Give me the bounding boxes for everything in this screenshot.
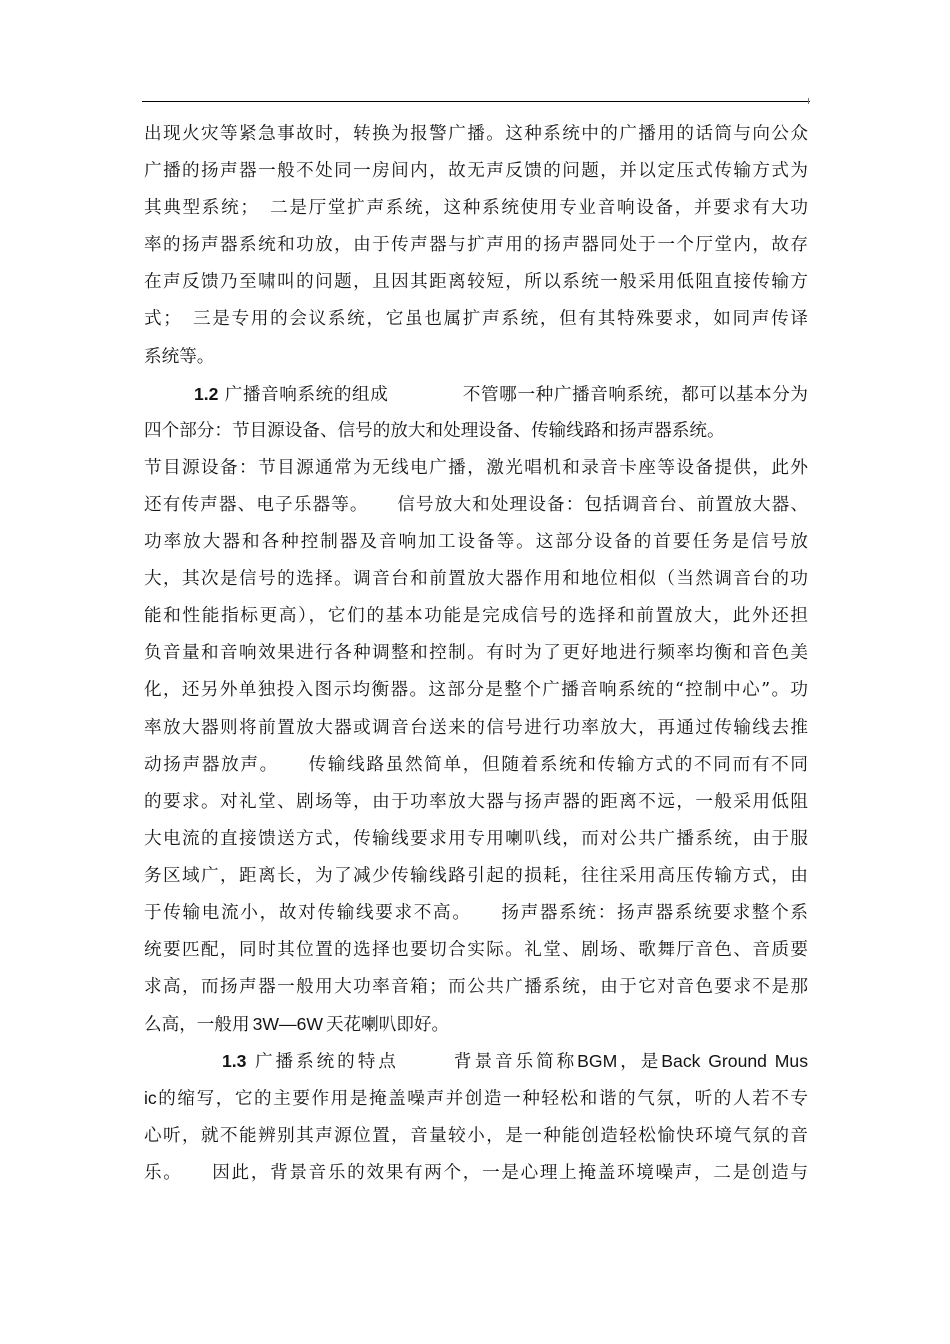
text-line: 还有传声器、电子乐器等。 信号放大和处理设备：包括调音台、前置放大器、: [144, 494, 808, 515]
body-text: [144, 116, 808, 1192]
section-number: 1.3: [222, 1051, 247, 1072]
section-text: ，是: [617, 1052, 662, 1073]
wattage-range: 3W—6W: [252, 1014, 323, 1035]
english-phrase: Back Ground Mus: [661, 1051, 808, 1072]
text-line: 广播的扬声器一般不处同一房间内，故无声反馈的问题，并以定压式传输方式为: [144, 161, 808, 182]
text-line: 的要求。对礼堂、剧场等，由于功率放大器与扬声器的距离不远，一般采用低阻: [144, 791, 808, 812]
header-rule-end-mark: [808, 98, 809, 104]
acronym-bgm: BGM: [577, 1051, 618, 1072]
text-line: 负音量和音响效果进行各种调整和控制。有时为了更好地进行频率均衡和音色美: [144, 643, 808, 664]
text-line: 化，还另外单独投入图示均衡器。这部分是整个广播音响系统的“控制中心”。功: [144, 680, 808, 701]
text-line: 出现火灾等紧急事故时，转换为报警广播。这种系统中的广播用的话筒与向公众: [144, 124, 808, 144]
text-line: 求高，而扬声器一般用大功率音箱；而公共广播系统，由于它对音色要求不是那: [144, 977, 808, 998]
text-line: 四个部分：节目源设备、信号的放大和处理设备、传输线路和扬声器系统。: [144, 420, 725, 441]
text-line: 动扬声器放声。 传输线路虽然简单，但随着系统和传输方式的不同而有不同: [144, 754, 808, 775]
text-line: 务区域广，距离长，为了减少传输线路引起的损耗，往往采用高压传输方式，由: [144, 865, 808, 886]
text-line: 能和性能指标更高），它们的基本功能是完成信号的选择和前置放大，此外还担: [144, 606, 808, 627]
english-phrase-end: ic: [144, 1088, 157, 1109]
text-line: 统要匹配，同时其位置的选择也要切合实际。礼堂、剧场、歌舞厅音色、音质要: [144, 940, 808, 961]
text-line: 乐。 因此，背景音乐的效果有两个，一是心理上掩盖环境噪声，二是创造与: [144, 1162, 808, 1183]
text-segment: 么高，一般用: [144, 1015, 250, 1036]
text-line: 率的扬声器系统和功放，由于传声器与扩声用的扬声器同处于一个厅堂内，故存: [144, 235, 808, 256]
text-line: 节目源设备：节目源通常为无线电广播，激光唱机和录音卡座等设备提供，此外: [144, 457, 808, 478]
text-line: 其典型系统； 二是厅堂扩声系统，这种系统使用专业音响设备，并要求有大功: [144, 198, 808, 219]
text-line: 心听，就不能辨别其声源位置，音量较小，是一种能创造轻松愉快环境气氛的音: [144, 1125, 808, 1146]
text-segment: 天花喇叭即好。: [325, 1015, 450, 1036]
text-line: 系统等。: [144, 346, 215, 367]
text-line: 大电流的直接馈送方式，传输线要求用专用喇叭线，而对公共广播系统，由于服: [144, 828, 808, 849]
section-number: 1.2: [194, 383, 219, 404]
section-text: 背景音乐简称: [453, 1052, 578, 1073]
section-heading-line: [144, 1043, 808, 1080]
text-line: [144, 1006, 808, 1043]
text-line: 率放大器则将前置放大器或调音台送来的信号进行功率放大，再通过传输线去推: [144, 717, 808, 738]
text-segment: 的缩写，它的主要作用是掩盖噪声并创造一种轻松和谐的气氛，听的人若不专: [156, 1089, 808, 1110]
text-line: [144, 1080, 808, 1117]
section-text: 不管哪一种广播音响系统，都可以基本分为: [462, 384, 808, 405]
section-title: 广播系统的特点: [255, 1052, 399, 1073]
text-line: 在声反馈乃至啸叫的问题，且因其距离较短，所以系统一般采用低阻直接传输方: [144, 272, 808, 293]
header-rule: [142, 101, 810, 102]
section-title: 广播音响系统的组成: [224, 384, 389, 405]
section-heading-line: [144, 376, 808, 413]
text-line: 大，其次是信号的选择。调音台和前置放大器作用和地位相似（当然调音台的功: [144, 569, 808, 590]
text-line: 功率放大器和各种控制器及音响加工设备等。这部分设备的首要任务是信号放: [144, 532, 808, 553]
text-line: 于传输电流小，故对传输线要求不高。 扬声器系统：扬声器系统要求整个系: [144, 902, 808, 923]
text-line: 式； 三是专用的会议系统，它虽也属扩声系统，但有其特殊要求，如同声传译: [144, 309, 808, 330]
